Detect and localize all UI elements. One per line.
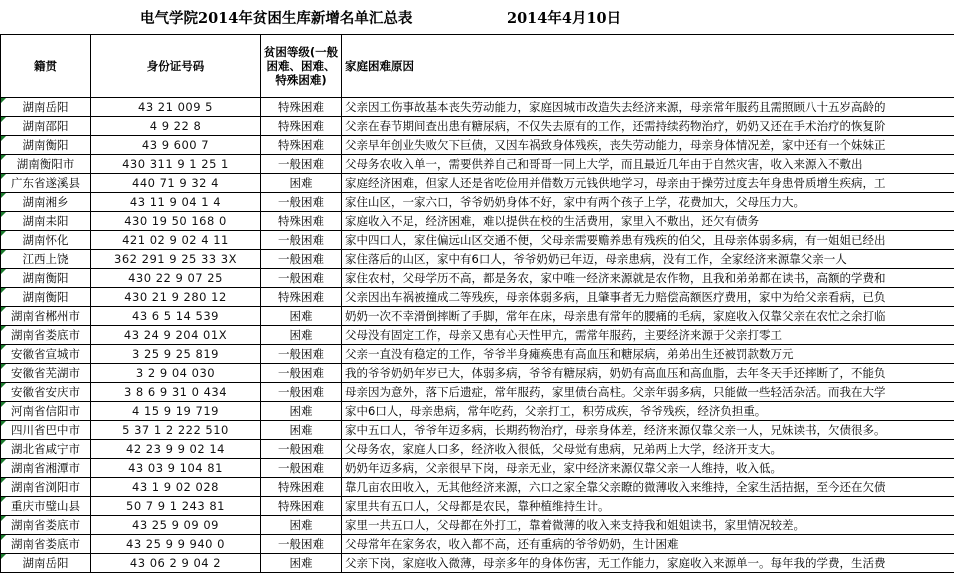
region-cell[interactable]: 湖南岳阳: [1, 554, 91, 573]
id-number-cell[interactable]: 43 25 9 09 09: [91, 516, 261, 535]
id-number-cell[interactable]: 430 21 9 280 12: [91, 288, 261, 307]
reason-cell[interactable]: 母亲因为意外，落下后遗症，常年服药，家里债台高柱。父亲年弱多病，只能做一些轻活杂活。而我在大学: [342, 383, 954, 402]
table-row: [1, 535, 954, 554]
level-cell[interactable]: 一般困难: [261, 250, 342, 269]
level-cell[interactable]: 特殊困难: [261, 478, 342, 497]
reason-cell[interactable]: 家住山区，一家六口，爷爷奶奶身体不好，家中有两个孩子上学，花费加大，父母压力大。: [342, 193, 954, 212]
table-row: [1, 269, 954, 288]
region-cell[interactable]: 湖南省浏阳市: [1, 478, 91, 497]
table-row: [1, 117, 954, 136]
table-row: [1, 193, 954, 212]
level-cell[interactable]: 特殊困难: [261, 497, 342, 516]
level-cell[interactable]: 一般困难: [261, 155, 342, 174]
region-cell[interactable]: 河南省信阳市: [1, 402, 91, 421]
level-cell[interactable]: 一般困难: [261, 193, 342, 212]
region-cell[interactable]: 湖南衡阳: [1, 136, 91, 155]
id-number-cell[interactable]: 4 9 22 8: [91, 117, 261, 136]
level-cell[interactable]: 困难: [261, 307, 342, 326]
reason-cell[interactable]: 奶奶年迈多病，父亲很早下岗，母亲无业，家中经济来源仅靠父亲一人维持，收入低。: [342, 459, 954, 478]
reason-cell[interactable]: 家中四口人，家住偏远山区交通不便，父母亲需要赡养患有残疾的伯父，且母亲体弱多病，有一姐姐已经出: [342, 231, 954, 250]
reason-cell[interactable]: 家庭收入不足，经济困难，难以提供在校的生活费用，家里入不敷出，还欠有债务: [342, 212, 954, 231]
region-cell[interactable]: 湖南省湘潭市: [1, 459, 91, 478]
region-cell[interactable]: 湖南省娄底市: [1, 326, 91, 345]
id-number-cell[interactable]: 440 71 9 32 4: [91, 174, 261, 193]
table-row: [1, 136, 954, 155]
table-row: [1, 402, 954, 421]
reason-cell[interactable]: 父亲下岗，家庭收入微薄，母亲多年的身体伤害，无工作能力，家庭收入来源单一。每年我的学费，生活费: [342, 554, 954, 573]
level-cell[interactable]: 一般困难: [261, 440, 342, 459]
reason-cell[interactable]: 家中6口人，母亲患病，常年吃药，父亲打工，积劳成疾，爷爷残疾，经济负担重。: [342, 402, 954, 421]
column-header-region[interactable]: 籍贯: [1, 35, 91, 98]
table-row: [1, 440, 954, 459]
table-row: [1, 383, 954, 402]
level-cell[interactable]: 困难: [261, 326, 342, 345]
id-number-cell[interactable]: 3 25 9 25 819: [91, 345, 261, 364]
region-cell[interactable]: 湖南省郴州市: [1, 307, 91, 326]
id-number-cell[interactable]: 4 15 9 19 719: [91, 402, 261, 421]
reason-cell[interactable]: 靠几亩农田收入，无其他经济来源，六口之家全靠父亲瞭的微薄收入来维持，全家生活拮据，至今还在欠债: [342, 478, 954, 497]
reason-cell[interactable]: 家里共有五口人，父母都是农民，靠种植维持生计。: [342, 497, 954, 516]
reason-cell[interactable]: 父亲因工伤事故基本丧失劳动能力，家庭因城市改造失去经济来源，母亲常年服药且需照顾八十五岁高龄的: [342, 98, 954, 117]
level-cell[interactable]: 特殊困难: [261, 117, 342, 136]
region-cell[interactable]: 湖南衡阳: [1, 288, 91, 307]
table-row: [1, 364, 954, 383]
level-cell[interactable]: 特殊困难: [261, 136, 342, 155]
header-row: [1, 35, 954, 98]
level-cell[interactable]: 一般困难: [261, 269, 342, 288]
reason-cell[interactable]: 父母务农，家庭人口多，经济收入很低，父母觉有患病，兄弟两上大学，经济开支大。: [342, 440, 954, 459]
table-body: [1, 98, 954, 573]
level-cell[interactable]: 一般困难: [261, 459, 342, 478]
level-cell[interactable]: 困难: [261, 402, 342, 421]
region-cell[interactable]: 湖北省咸宁市: [1, 440, 91, 459]
column-header-id-number[interactable]: 身份证号码: [91, 35, 261, 98]
table-row: [1, 231, 954, 250]
table-row: [1, 516, 954, 535]
table-row: [1, 345, 954, 364]
level-cell[interactable]: 一般困难: [261, 383, 342, 402]
title-row: [0, 0, 954, 34]
table-row: [1, 174, 954, 193]
id-number-cell[interactable]: 43 25 9 9 940 0: [91, 535, 261, 554]
reason-cell[interactable]: 父亲早年创业失败欠下巨债，又因车祸致身体残疾，丧失劳动能力，母亲身体情况差，家中还有一个妹妹正: [342, 136, 954, 155]
reason-cell[interactable]: 父母没有固定工作，母亲又患有心天性甲亢，需常年服药，主要经济来源于父亲打零工: [342, 326, 954, 345]
reason-cell[interactable]: 家庭经济困难，但家人还是省吃俭用并借数万元钱供地学习，母亲由于操劳过度去年身患骨质增生疾病，工: [342, 174, 954, 193]
id-number-cell[interactable]: 430 311 9 1 25 1: [91, 155, 261, 174]
region-cell[interactable]: 湖南衡阳: [1, 269, 91, 288]
region-cell[interactable]: 湖南省娄底市: [1, 535, 91, 554]
table-row: [1, 478, 954, 497]
table-row: [1, 459, 954, 478]
id-number-cell[interactable]: 43 6 5 14 539: [91, 307, 261, 326]
id-number-cell[interactable]: 42 23 9 9 02 14: [91, 440, 261, 459]
table-row: [1, 288, 954, 307]
region-cell[interactable]: 湖南怀化: [1, 231, 91, 250]
student-table: [0, 34, 954, 573]
id-number-cell[interactable]: 430 19 50 168 0: [91, 212, 261, 231]
region-cell[interactable]: 重庆市璧山县: [1, 497, 91, 516]
level-cell[interactable]: 一般困难: [261, 231, 342, 250]
level-cell[interactable]: 困难: [261, 421, 342, 440]
level-cell[interactable]: 困难: [261, 174, 342, 193]
reason-cell[interactable]: 家住农村，父母学历不高，都是务农，家中唯一经济来源就是农作物，且我和弟弟都在读书，高额的学费和: [342, 269, 954, 288]
id-number-cell[interactable]: 43 1 9 02 028: [91, 478, 261, 497]
id-number-cell[interactable]: 43 03 9 104 81: [91, 459, 261, 478]
reason-cell[interactable]: 父亲在春节期间查出患有糖尿病，不仅失去原有的工作，还需持续药物治疗，奶奶又还在手术治疗的恢复阶: [342, 117, 954, 136]
region-cell[interactable]: 湖南耒阳: [1, 212, 91, 231]
level-cell[interactable]: 特殊困难: [261, 98, 342, 117]
region-cell[interactable]: 安徽省芜湖市: [1, 364, 91, 383]
page-title: 电气学院2014年贫困生库新增名单汇总表: [140, 10, 413, 27]
id-number-cell[interactable]: 43 11 9 04 1 4: [91, 193, 261, 212]
id-number-cell[interactable]: 421 02 9 02 4 11: [91, 231, 261, 250]
table-row: [1, 554, 954, 573]
column-header-reason[interactable]: 家庭困难原因: [342, 35, 954, 98]
region-cell[interactable]: 安徽省安庆市: [1, 383, 91, 402]
id-number-cell[interactable]: 43 06 2 9 04 2: [91, 554, 261, 573]
id-number-cell[interactable]: 50 7 9 1 243 81: [91, 497, 261, 516]
table-row: [1, 98, 954, 117]
region-cell[interactable]: 湖南岳阳: [1, 98, 91, 117]
table-row: [1, 421, 954, 440]
region-cell[interactable]: 湖南湘乡: [1, 193, 91, 212]
id-number-cell[interactable]: 430 22 9 07 25: [91, 269, 261, 288]
level-cell[interactable]: 一般困难: [261, 345, 342, 364]
level-cell[interactable]: 一般困难: [261, 535, 342, 554]
reason-cell[interactable]: 家中五口人，爷爷年迈多病，长期药物治疗，母亲身体差，经济来源仅靠父亲一人，兄妹读书，欠债很多。: [342, 421, 954, 440]
region-cell[interactable]: 湖南邵阳: [1, 117, 91, 136]
reason-cell[interactable]: 奶奶一次不幸滑倒摔断了手脚，常年在床，母亲患有常年的腰痛的毛病，家庭收入仅靠父亲在农忙之余打临: [342, 307, 954, 326]
table-row: [1, 155, 954, 174]
level-cell[interactable]: 困难: [261, 516, 342, 535]
level-cell[interactable]: 特殊困难: [261, 288, 342, 307]
table-row: [1, 326, 954, 345]
level-cell[interactable]: 特殊困难: [261, 212, 342, 231]
level-cell[interactable]: 困难: [261, 554, 342, 573]
report-date: 2014年4月10日: [507, 10, 622, 27]
id-number-cell[interactable]: 3 8 6 9 31 0 434: [91, 383, 261, 402]
table-row: [1, 212, 954, 231]
level-cell[interactable]: 一般困难: [261, 364, 342, 383]
region-cell[interactable]: 四川省巴中市: [1, 421, 91, 440]
region-cell[interactable]: 广东省遂溪县: [1, 174, 91, 193]
region-cell[interactable]: 湖南衡阳市: [1, 155, 91, 174]
id-number-cell[interactable]: 5 37 1 2 222 510: [91, 421, 261, 440]
reason-cell[interactable]: 父亲因出车祸被撞成二等残疾，母亲体弱多病，且肇事者无力赔偿高额医疗费用，家中为给父亲看病，已负: [342, 288, 954, 307]
table-row: [1, 307, 954, 326]
id-number-cell[interactable]: 43 9 600 7: [91, 136, 261, 155]
region-cell[interactable]: 江西上饶: [1, 250, 91, 269]
reason-cell[interactable]: 父母常年在家务农，收入都不高，还有重病的爷爷奶奶，生计困难: [342, 535, 954, 554]
table-row: [1, 497, 954, 516]
reason-cell[interactable]: 父母务农收入单一，需要供养自己和哥哥一同上大学，而且最近几年由于自然灾害，收入来源入不敷出: [342, 155, 954, 174]
id-number-cell[interactable]: 43 21 009 5: [91, 98, 261, 117]
region-cell[interactable]: 安徽省宣城市: [1, 345, 91, 364]
reason-cell[interactable]: 父亲一直没有稳定的工作，爷爷半身瘫痪患有高血压和糖尿病，弟弟出生还被罚款数万元: [342, 345, 954, 364]
table-row: [1, 250, 954, 269]
id-number-cell[interactable]: 362 291 9 25 33 3X: [91, 250, 261, 269]
reason-cell[interactable]: 家住落后的山区，家中有6口人，爷爷奶奶已年迈，母亲患病，没有工作，全家经济来源靠父亲一人: [342, 250, 954, 269]
id-number-cell[interactable]: 43 24 9 204 01X: [91, 326, 261, 345]
region-cell[interactable]: 湖南省娄底市: [1, 516, 91, 535]
reason-cell[interactable]: 家里一共五口人，父母都在外打工，靠着微薄的收入来支持我和姐姐读书，家里情况较差。: [342, 516, 954, 535]
reason-cell[interactable]: 我的爷爷奶奶年岁已大，体弱多病，爷爷有糖尿病，奶奶有高血压和高血脂，去年冬天手还摔断了，不能负: [342, 364, 954, 383]
column-header-level[interactable]: 贫困等级(一般困难、困难、特殊困难): [261, 35, 342, 98]
id-number-cell[interactable]: 3 2 9 04 030: [91, 364, 261, 383]
